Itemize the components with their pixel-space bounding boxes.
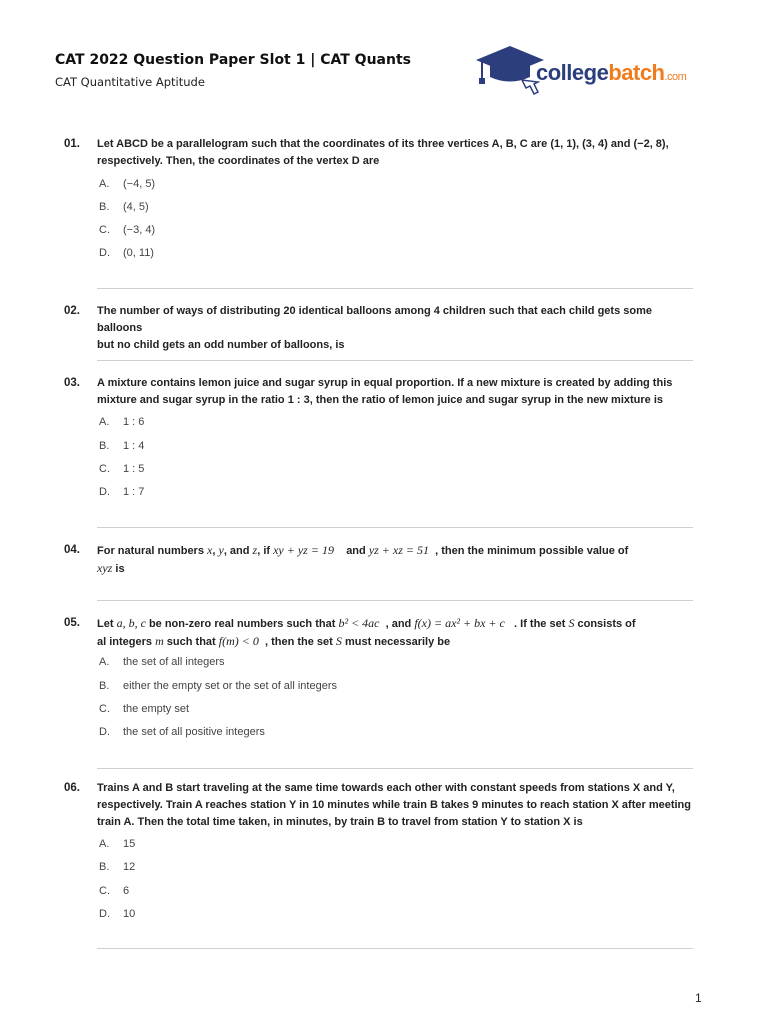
math-expression: y [218, 543, 224, 557]
text-segment: , [212, 545, 219, 557]
text-segment: , then the set [264, 636, 336, 648]
question-text-line: train A. Then the total time taken, in minutes, by train B to travel from station Y to station X is [97, 816, 583, 828]
math-expression: m [155, 634, 164, 648]
question-text-line [97, 633, 697, 651]
question-text-line: mixture and sugar syrup in the ratio 1 : 3, then the ratio of lemon juice and sugar syrup in the new mixture is [97, 394, 664, 406]
option-letter: C. [99, 703, 110, 715]
math-expression: S [335, 634, 342, 648]
question-text-line [97, 542, 697, 560]
text-segment: For natural numbers [97, 545, 208, 557]
question-text [97, 375, 697, 409]
logo-text-college: college [536, 60, 609, 85]
option-letter: D. [99, 247, 110, 259]
question-text-line: The number of ways of distributing 20 identical balloons among 4 children such that each child gets some balloons [97, 305, 652, 334]
question-text [97, 136, 697, 170]
section-divider [97, 768, 693, 769]
question-text-line: but no child gets an odd number of balloons, is [97, 339, 345, 351]
text-segment: , if [257, 545, 274, 557]
math-expression: xy + yz = 19 [273, 543, 334, 557]
option-letter: A. [99, 838, 110, 850]
question-text-line: Let ABCD be a parallelogram such that the coordinates of its three vertices A, B, C are (1, 1), (3, 4) and (−2, 8), [97, 138, 669, 150]
option-letter: D. [99, 908, 110, 920]
option-text: either the empty set or the set of all integers [123, 680, 338, 692]
question-text-line [97, 560, 697, 578]
question-text [97, 780, 697, 831]
text-segment: and [346, 545, 369, 557]
question-text [97, 615, 697, 651]
option-letter: D. [99, 486, 110, 498]
question-number: 04. [64, 544, 80, 556]
question-text [97, 542, 697, 578]
page-title: CAT 2022 Question Paper Slot 1 | CAT Quants [55, 52, 411, 68]
logo-text-batch: batch [608, 60, 665, 85]
option-letter: C. [99, 224, 110, 236]
option-text: 12 [123, 861, 136, 873]
option-letter: A. [99, 416, 110, 428]
question-text-line: Trains A and B start traveling at the same time towards each other with constant speeds from stations X and Y, [97, 782, 675, 794]
section-divider [97, 288, 693, 289]
question-number: 01. [64, 138, 80, 150]
text-segment: be non-zero real numbers such that [145, 618, 339, 630]
text-segment: , and [223, 545, 253, 557]
math-expression: a, b, c [116, 616, 146, 630]
text-segment: such that [163, 636, 219, 648]
option-text: the empty set [123, 703, 190, 715]
math-expression: b² < 4ac [338, 616, 380, 630]
question-text-line: respectively. Train A reaches station Y in 10 minutes while train B takes 9 minutes to reach station X after meeting [97, 799, 691, 811]
option-letter: B. [99, 201, 110, 213]
section-divider [97, 948, 693, 949]
option-text: (4, 5) [123, 201, 149, 213]
option-text: 1 : 6 [123, 416, 145, 428]
option-letter: A. [99, 656, 110, 668]
logo-wordmark [536, 60, 686, 86]
option-text: 1 : 4 [123, 440, 145, 452]
math-expression: f(x) = ax² + bx + c [414, 616, 505, 630]
question-number: 03. [64, 377, 80, 389]
option-letter: D. [99, 726, 110, 738]
text-segment: Let [97, 618, 117, 630]
math-expression: f(m) < 0 [218, 634, 259, 648]
logo-text-com: .com [664, 71, 687, 83]
math-expression: xyz [97, 561, 113, 575]
option-text: 10 [123, 908, 136, 920]
option-letter: B. [99, 440, 110, 452]
graduation-cap-icon [472, 44, 544, 98]
question-text-line: respectively. Then, the coordinates of the vertex D are [97, 155, 380, 167]
option-text: 6 [123, 885, 130, 897]
section-divider [97, 360, 693, 361]
text-segment: is [112, 563, 125, 575]
option-text: (−3, 4) [123, 224, 156, 236]
math-expression: S [568, 616, 575, 630]
option-text: 1 : 5 [123, 463, 145, 475]
option-text: the set of all integers [123, 656, 225, 668]
option-letter: A. [99, 178, 110, 190]
option-letter: C. [99, 463, 110, 475]
question-number: 05. [64, 617, 80, 629]
option-letter: B. [99, 680, 110, 692]
option-text: 1 : 7 [123, 486, 145, 498]
text-segment: , and [385, 618, 415, 630]
question-number: 02. [64, 305, 80, 317]
math-expression: z [252, 543, 258, 557]
question-text-line [97, 615, 697, 633]
page-number: 1 [695, 991, 702, 1005]
option-text: 15 [123, 838, 136, 850]
text-segment: , then the minimum possible value of [435, 545, 629, 557]
math-expression: x [207, 543, 213, 557]
section-divider [97, 600, 693, 601]
option-text: (0, 11) [123, 247, 154, 259]
question-text [97, 303, 697, 354]
text-segment: must necessarily be [341, 636, 451, 648]
question-number: 06. [64, 782, 80, 794]
question-text-line: A mixture contains lemon juice and sugar syrup in equal proportion. If a new mixture is created by adding this [97, 377, 673, 389]
option-letter: C. [99, 885, 110, 897]
section-divider [97, 527, 693, 528]
text-segment: al integers [97, 636, 156, 648]
math-expression: yz + xz = 51 [368, 543, 429, 557]
text-segment: consists of [574, 618, 636, 630]
page-subtitle: CAT Quantitative Aptitude [55, 75, 205, 89]
option-letter: B. [99, 861, 110, 873]
collegebatch-logo [472, 44, 712, 98]
text-segment: . If the set [514, 618, 569, 630]
option-text: (−4, 5) [123, 178, 156, 190]
option-text: the set of all positive integers [123, 726, 265, 738]
